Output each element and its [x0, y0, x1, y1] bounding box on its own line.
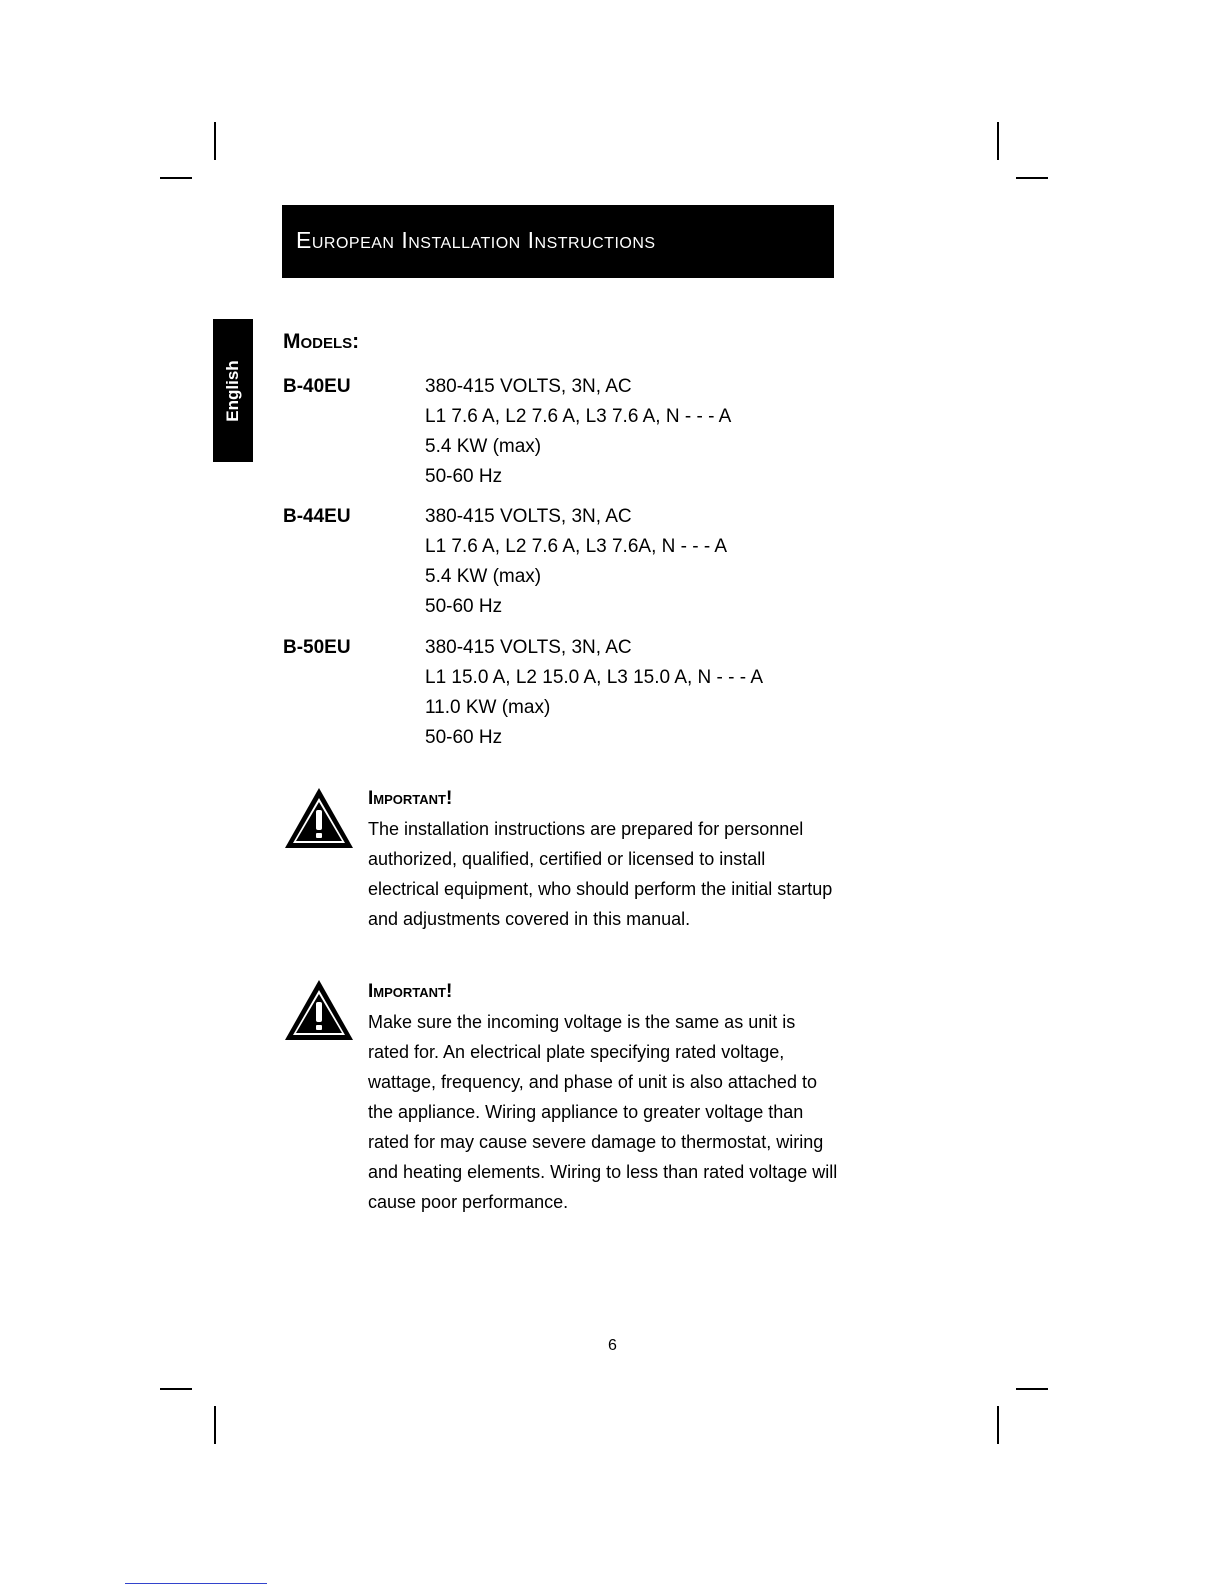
- spec-voltage: 380-415 VOLTS, 3N, AC: [425, 506, 632, 527]
- language-tab: [213, 319, 253, 462]
- important-notice: [368, 977, 838, 1217]
- notice-title: Important!: [368, 788, 453, 809]
- model-name: B-40EU: [283, 376, 351, 397]
- crop-mark: [1016, 177, 1048, 179]
- spec-frequency: 50-60 Hz: [425, 596, 503, 617]
- crop-mark: [997, 1406, 999, 1444]
- spec-current: L1 7.6 A, L2 7.6 A, L3 7.6A, N - - - A: [425, 536, 728, 557]
- spec-current: L1 7.6 A, L2 7.6 A, L3 7.6 A, N - - - A: [425, 406, 732, 427]
- crop-mark: [214, 1406, 216, 1444]
- section-header: [282, 205, 834, 278]
- model-name: B-44EU: [283, 506, 351, 527]
- notice-body: The installation instructions are prepared for personnel authorized, qualified, certified or licensed to install electrical equipment, who should perform the initial startup and adjustments covered in this manual.: [368, 819, 833, 929]
- warning-icon: [283, 978, 355, 1042]
- language-tab-label: English: [223, 359, 242, 422]
- models-heading: Models:: [283, 330, 360, 353]
- divider: [125, 1583, 267, 1584]
- notice-body: Make sure the incoming voltage is the same as unit is rated for. An electrical plate specifying rated voltage, wattage, frequency, and phase of unit is also attached to the appliance. Wiring appliance to greater voltage than rated for may cause severe damage to thermostat, wiring and heating elements. Wiring to less than rated voltage will cause poor performance.: [368, 1012, 838, 1212]
- spec-frequency: 50-60 Hz: [425, 727, 503, 748]
- section-title: European Installation Instructions: [296, 227, 656, 253]
- spec-voltage: 380-415 VOLTS, 3N, AC: [425, 376, 632, 397]
- model-specs: [425, 633, 763, 753]
- crop-mark: [1016, 1388, 1048, 1390]
- spec-power: 11.0 KW (max): [425, 697, 551, 718]
- spec-power: 5.4 KW (max): [425, 436, 542, 457]
- warning-icon: [283, 786, 355, 850]
- important-notice: [368, 784, 838, 934]
- spec-current: L1 15.0 A, L2 15.0 A, L3 15.0 A, N - - - A: [425, 667, 764, 688]
- page-number: 6: [608, 1337, 617, 1354]
- model-name: B-50EU: [283, 637, 351, 658]
- spec-voltage: 380-415 VOLTS, 3N, AC: [425, 637, 632, 658]
- notice-title: Important!: [368, 981, 453, 1002]
- model-specs: [425, 372, 731, 492]
- model-specs: [425, 502, 727, 622]
- spec-power: 5.4 KW (max): [425, 566, 542, 587]
- crop-mark: [160, 1388, 192, 1390]
- crop-mark: [214, 122, 216, 160]
- crop-mark: [160, 177, 192, 179]
- spec-frequency: 50-60 Hz: [425, 466, 503, 487]
- crop-mark: [997, 122, 999, 160]
